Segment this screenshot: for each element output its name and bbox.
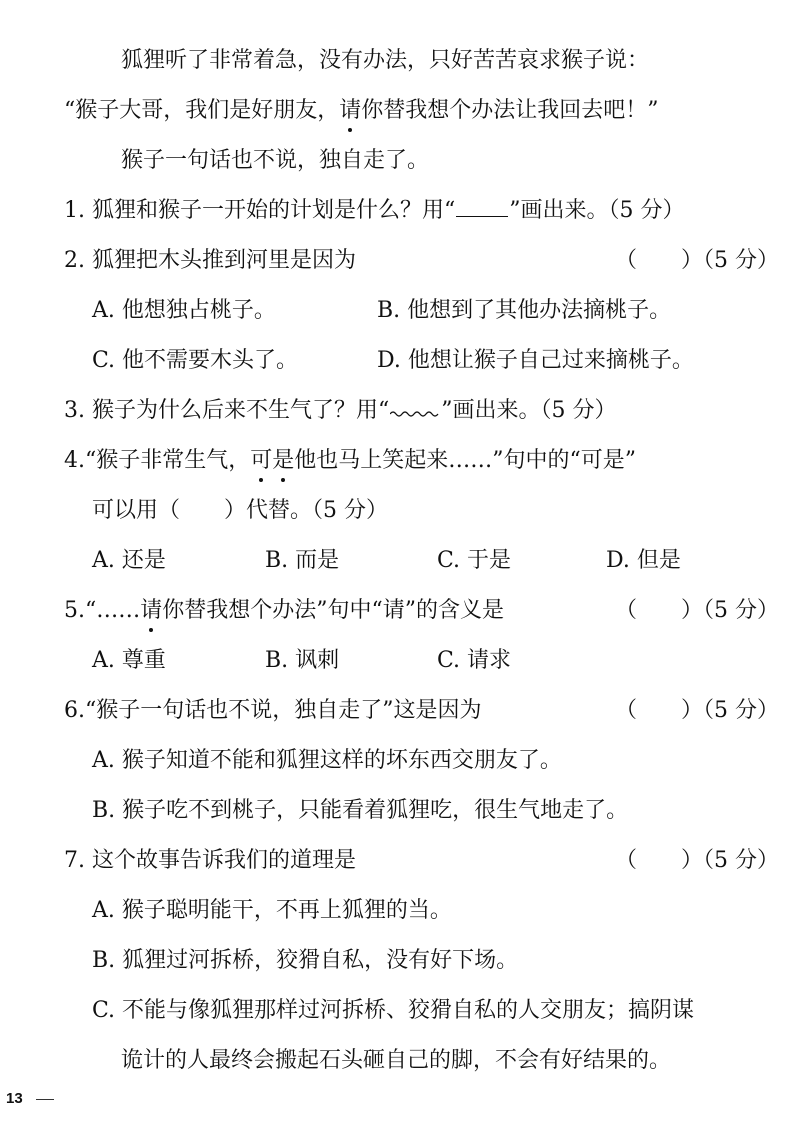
question-4-option-d[interactable]: D. 但是 (606, 548, 681, 573)
passage-line-2-start: “猴子大哥，我们是好朋友， (64, 98, 340, 123)
question-4-text-start: 4.“猴子非常生气， (64, 448, 251, 473)
question-4-option-b[interactable]: B. 而是 (265, 548, 340, 573)
question-7-option-c-continued: 诡计的人最终会搬起石头砸自己的脚，不会有好结果的。 (121, 1048, 672, 1073)
question-1-suffix: ”画出来。（5 分） (509, 198, 685, 223)
emphasis-dot-char: 请 (140, 596, 162, 626)
question-5-text-start: 5.“…… (64, 598, 141, 623)
emphasis-dot-char-2: 是 (272, 446, 294, 476)
question-4-line-2: 可以用（ ）代替。（5 分） (92, 498, 388, 523)
question-6: 6.“猴子一句话也不说，独自走了”这是因为 (64, 698, 482, 723)
passage-line-2-end: 你替我想个办法让我回去吧！” (361, 98, 659, 123)
question-3 (64, 396, 793, 426)
question-5-text-end: 你替我想个办法”句中“请”的含义是 (162, 598, 505, 623)
question-6-answer-box[interactable]: （ ）（5 分） (615, 698, 779, 723)
question-6-option-a[interactable]: A. 猴子知道不能和狐狸这样的坏东西交朋友了。 (92, 748, 562, 773)
wavy-underline-icon (390, 407, 440, 417)
question-7-answer-box[interactable]: （ ）（5 分） (615, 848, 779, 873)
question-7-option-a[interactable]: A. 猴子聪明能干，不再上狐狸的当。 (92, 898, 452, 923)
question-1 (64, 196, 793, 226)
question-2: 2. 狐狸把木头推到河里是因为 (64, 248, 356, 273)
question-3-text: 3. 猴子为什么后来不生气了？用“ (64, 398, 390, 423)
question-7: 7. 这个故事告诉我们的道理是 (64, 848, 356, 873)
question-2-option-a[interactable]: A. 他想独占桃子。 (92, 298, 276, 323)
question-2-answer-box[interactable]: （ ）（5 分） (615, 248, 779, 273)
page-number: 13 (6, 1090, 23, 1107)
passage-line-1: 狐狸听了非常着急，没有办法，只好苦苦哀求猴子说： (121, 48, 650, 73)
question-2-option-b[interactable]: B. 他想到了其他办法摘桃子。 (377, 298, 672, 323)
question-2-option-d[interactable]: D. 他想让猴子自己过来摘桃子。 (377, 348, 694, 373)
question-4-option-c[interactable]: C. 于是 (437, 548, 512, 573)
question-5-option-a[interactable]: A. 尊重 (92, 648, 166, 673)
footer-divider (36, 1099, 54, 1100)
question-1-text: 1. 狐狸和猴子一开始的计划是什么？用“ (64, 198, 456, 223)
passage-line-2 (64, 96, 793, 126)
question-4-option-a[interactable]: A. 还是 (92, 548, 166, 573)
question-5-option-b[interactable]: B. 讽刺 (265, 648, 340, 673)
question-3-suffix: ”画出来。（5 分） (441, 398, 617, 423)
question-4 (64, 446, 793, 476)
question-6-option-b[interactable]: B. 猴子吃不到桃子，只能看着狐狸吃，很生气地走了。 (92, 798, 629, 823)
emphasis-dot-char: 请 (339, 96, 361, 126)
emphasis-dot-char-1: 可 (250, 446, 272, 476)
question-4-text-end: 他也马上笑起来……”句中的“可是” (294, 448, 637, 473)
question-5-option-c[interactable]: C. 请求 (437, 648, 512, 673)
question-7-option-b[interactable]: B. 狐狸过河拆桥，狡猾自私，没有好下场。 (92, 948, 519, 973)
straight-underline-icon (456, 215, 508, 217)
passage-line-3: 猴子一句话也不说，独自走了。 (121, 148, 430, 173)
question-7-option-c[interactable]: C. 不能与像狐狸那样过河拆桥、狡猾自私的人交朋友；搞阴谋 (92, 998, 695, 1023)
question-5-answer-box[interactable]: （ ）（5 分） (615, 598, 779, 623)
question-2-option-c[interactable]: C. 他不需要木头了。 (92, 348, 299, 373)
